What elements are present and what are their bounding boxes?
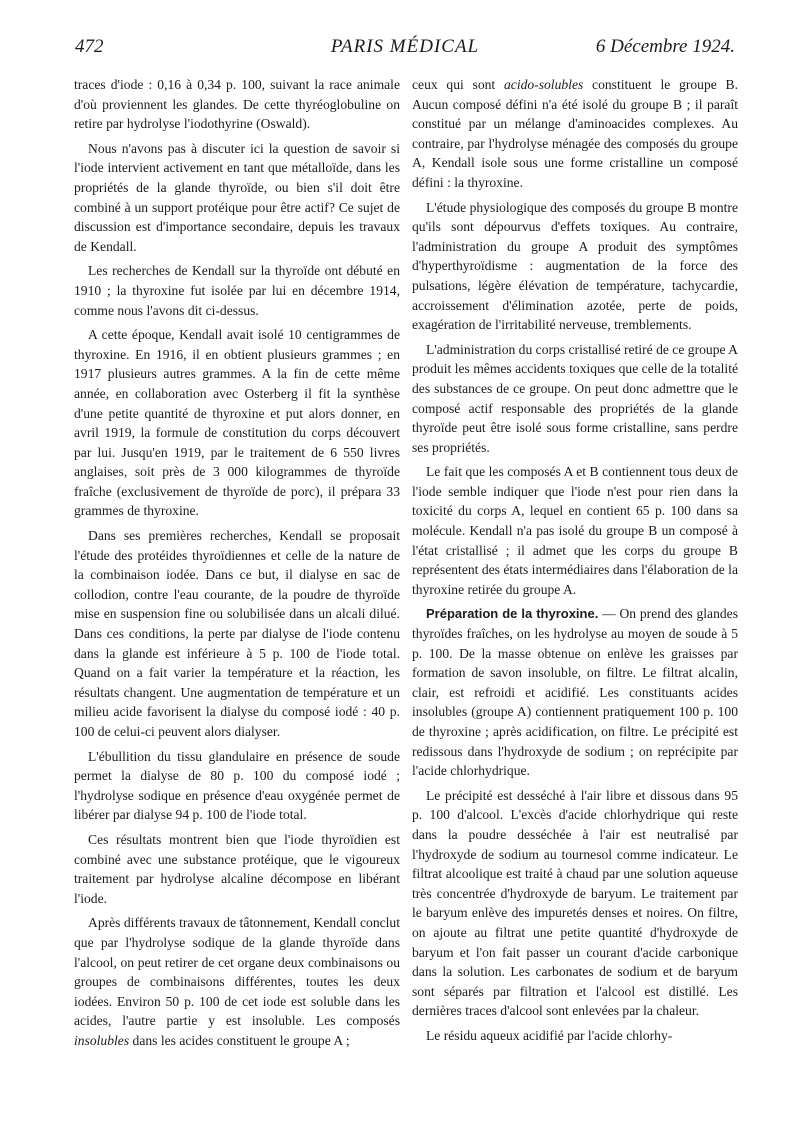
page-number: 472 (75, 36, 104, 57)
italic-term: acido-solubles (503, 77, 584, 92)
paragraph: A cette époque, Kendall avait isolé 10 centigrammes de thyroxine. En 1916, il en obtient plusieurs grammes ; en 1917 plusieurs autres grammes. A la fin de cette même année, en collaboration avec Osterberg il fit la synthèse d'une petite quantité de thyroxine et put alors donner, en avril 1919, la formule de constitution du corps découvert par lui. Jusqu'en 1919, par le traitement de 6 550 livres anglaises, soit près de 3 000 kilogrammes de thyroïde fraîche (exclusivement de thyroïde de porc), il prépara 33 grammes de thyroxine. (74, 327, 400, 519)
paragraph-text: constituent le groupe B. Aucun composé défini n'a été isolé du groupe B ; il paraît constitué par un mélange d'aminoacides complexes. Au contraire, par l'hydrolyse ménagée des composés du groupe A, Kendall isole sous une forme cristalline un composé défini : la thyroxine. (412, 77, 738, 190)
right-column (412, 75, 738, 1051)
paragraph: L'ébullition du tissu glandulaire en présence de soude permet la dialyse de 80 p. 100 du composé iodé ; l'hydrolyse sodique en présence d'eau oxygénée permet de libérer par dialyse 94 p. 100 de l'iode total. (74, 748, 400, 823)
paragraph: Le résidu aqueux acidifié par l'acide chlorhy- (426, 1027, 673, 1043)
paragraph: Ces résultats montrent bien que l'iode thyroïdien est combiné avec une substance protéique, que le vigoureux traitement par hydrolyse alcaline décompose en libérant l'iode. (74, 831, 400, 906)
paragraph: Le fait que les composés A et B contiennent tous deux de l'iode semble indiquer que l'iode n'est pour rien dans la toxicité du corps A, lequel en contient 65 p. 100 dans sa molécule. Kendall n'a pas isolé du groupe B un composé à l'état cristallisé ; il admet que les corps du groupe B représentent des états intermédiaires dans l'élaboration de la thyroxine retirée du groupe A. (412, 464, 738, 597)
paragraph: Les recherches de Kendall sur la thyroïde ont débuté en 1910 ; la thyroxine fut isolée par lui en décembre 1914, comme nous l'avons dit ci-dessus. (74, 263, 400, 318)
paragraph: L'étude physiologique des composés du groupe B montre qu'ils sont dépourvus d'effets toxiques. Au contraire, l'administration du groupe A produit des symptômes d'hyperthyroïdisme : augmentation de la force des pulsations, légère élévation de température, tachycardie, accroissement d'élimination azotée, perte de poids, exagération de l'irritabilité nerveuse, tremblements. (412, 199, 738, 333)
paragraph: Nous n'avons pas à discuter ici la question de savoir si l'iode intervient activement en tant que métalloïde, dans les propriétés de la glande thyroïde, ou bien s'il doit être combiné à un support protéique pour être actif? Ce sujet de discussion est d'importance secondaire, depuis les travaux de Kendall. (74, 140, 400, 254)
paragraph (412, 75, 738, 193)
italic-term: insolubles (74, 1032, 130, 1048)
journal-title: PARIS MÉDICAL (330, 36, 480, 57)
paragraph (74, 913, 400, 1050)
paragraph: Le précipité est desséché à l'air libre et dissous dans 95 p. 100 d'alcool. L'excès d'acide chlorhydrique qui reste dans la poudre desséchée à l'air est neutralisé par l'hydroxyde de sodium au tournesol comme indicateur. Le filtrat alcoolique est traité à chaud par une solution aqueuse très concentrée d'hydroxyde de baryum. Le traitement par le baryum enlève des impuretés denses et noires. On filtre, on ajoute au filtrat une petite quantité d'hydroxyde de baryum et l'on fait passer un courant d'acide carbonique dans la solution. Les carbonates de sodium et de baryum sont séparés par filtration et l'alcool est distillé. Les dernières traces d'alcool sont enlevées par la chaleur. (412, 787, 738, 1019)
issue-date: 6 Décembre 1924. (595, 36, 735, 57)
paragraph-text: Après différents travaux de tâtonnement, Kendall conclut que par l'hydrolyse sodique de la glande thyroïde dans l'alcool, on peut retirer de cet organe deux combinaisons ou groupes de combinaisons différentes, toutes les deux iodées. Environ 50 p. 100 de cet iode est soluble dans les acides, l'autre partie y est insoluble. Les composés (74, 915, 400, 1029)
paragraph (412, 604, 738, 780)
paragraph: L'administration du corps cristallisé retiré de ce groupe A produit les mêmes accidents toxiques que celle de la totalité des substances de ce groupe. On peut donc admettre que le composé actif responsable des propriétés de la glande thyroïde peut être isolé sous forme cristalline, sans perdre ses propriétés. (412, 341, 738, 455)
paragraph: traces d'iode : 0,16 à 0,34 p. 100, suivant la race animale d'où proviennent les glandes. De cette thyréoglobuline on retire par hydrolyse l'iodothyrine (Oswald). (74, 77, 400, 132)
page-header (75, 36, 735, 66)
paragraph: Dans ses premières recherches, Kendall se proposait l'étude des protéides thyroïdiennes et celle de la nature de la combinaison iodée. Dans ce but, il dialyse en sac de collodion, contre l'eau courante, de la poudre de thyroïde mise en suspension fine ou solubilisée dans un alcali dilué. Dans ces conditions, la perte par dialyse de l'iode contenu dans la glande est inférieure à 5 p. 100 de l'iode total. Quand on a fait varier la température et la réaction, les résultats changent. Une augmentation de température et un milieu acide favorisent la dialyse du composé iodé : 40 p. 100 de celui-ci peuvent alors dialyser. (74, 528, 400, 739)
paragraph-text: ceux qui sont (412, 77, 496, 92)
left-column (74, 75, 400, 1056)
section-heading: Préparation de la thyroxine. (426, 606, 599, 622)
paragraph-text: dans les acides constituent le groupe A ; (132, 1032, 350, 1048)
paragraph-text: — On prend des glandes thyroïdes fraîches, on les hydrolyse au moyen de soude à 5 p. 100. De la masse obtenue on enlève les graisses par formation de savon insoluble, on filtre. Le filtrat alcalin, clair, est refroidi et acidifié. Les constituants acides insolubles (groupe A) contiennent pratiquement 100 p. 100 de thyroxine ; après acidification, on filtre. Le précipité est redissous dans l'hydroxyde de sodium ; on reprécipite par l'acide chlorhydrique. (412, 606, 739, 779)
